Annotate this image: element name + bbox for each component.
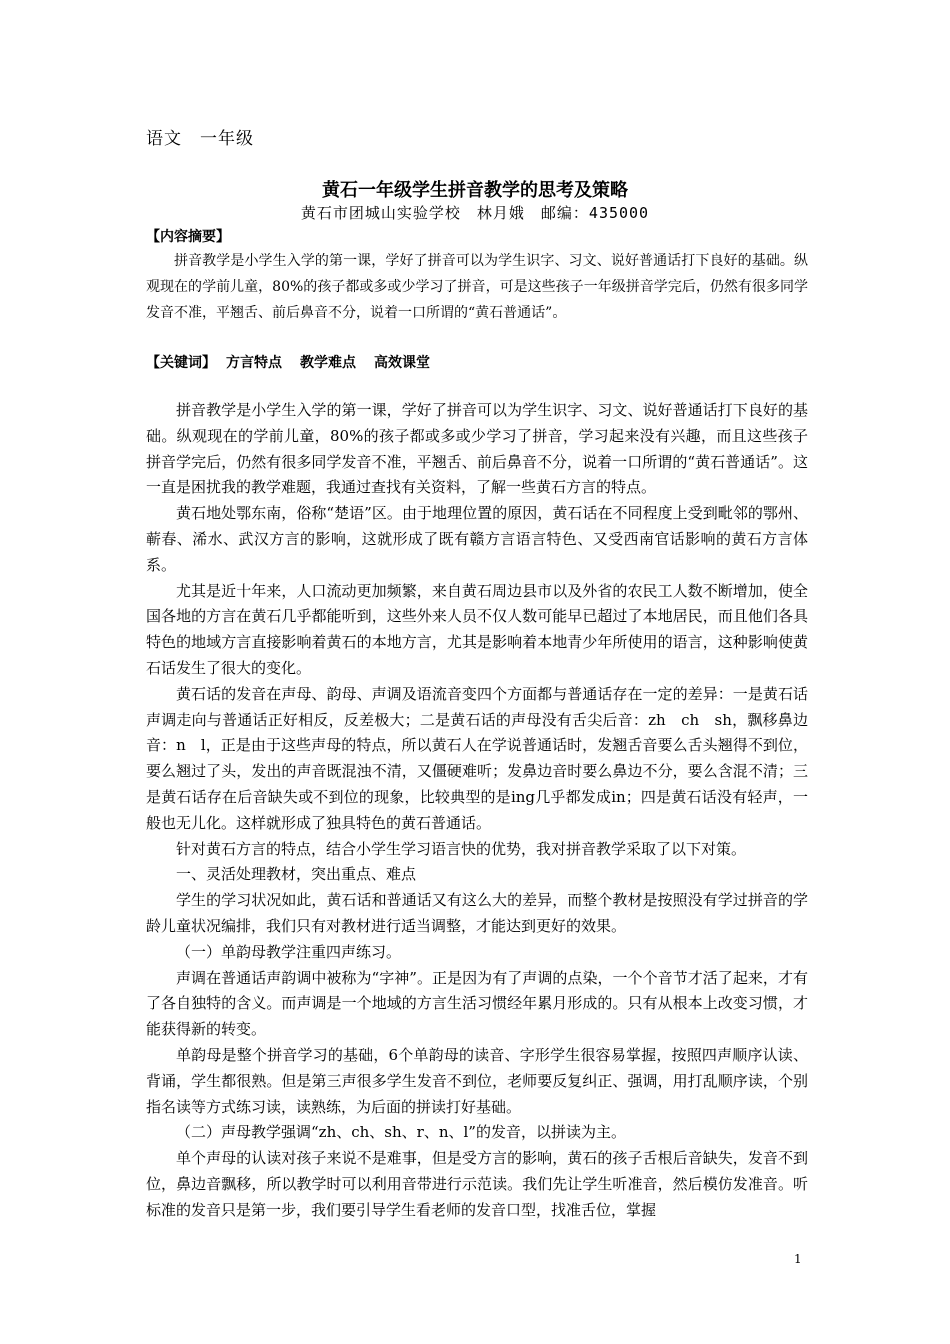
keyword-item: 方言特点 [226, 355, 282, 371]
section-heading: 一、灵活处理教材，突出重点、难点 [176, 865, 417, 884]
abstract-heading: 【内容摘要】 [146, 229, 230, 245]
body-paragraph: 单个声母的认读对孩子来说不是难事，但是受方言的影响，黄石的孩子舌根后音缺失，发音不到位，鼻边音飘移，所以教学时可以利用音带进行示范读。我们先让学生听准音，然后模仿发准音。听标准的发音只是第一步，我们要引导学生看老师的发音口型，找准舌位，掌握 [146, 1149, 808, 1219]
body-paragraph: 黄石话的发音在声母、韵母、声调及语流音变四个方面都与普通话存在一定的差异：一是黄石话声调走向与普通话正好相反，反差极大；二是黄石话的声母没有舌尖后音：zh ch sh，飘移鼻边音：n l，正是由于这些声母的特点，所以黄石人在学说普通话时，发翘舌音要么舌头翘得不到位，要么翘过了头，发出的声音既混浊不清，又僵硬难听；发鼻边音时要么鼻边不分，要么含混不清；三是黄石话存在后音缺失或不到位的现象，比较典型的是ing几乎都发成in；四是黄石话没有轻声，一般也无儿化。这样就形成了独具特色的黄石普通话。 [146, 684, 808, 832]
subject-grade-label: 语文 一年级 [146, 129, 254, 149]
keywords-heading: 【关键词】 [146, 355, 216, 371]
keyword-item: 高效课堂 [374, 355, 430, 371]
subsection-heading: （一）单韵母教学注重四声练习。 [176, 942, 402, 961]
article-body [146, 398, 808, 1224]
abstract-text: 拼音教学是小学生入学的第一课，学好了拼音可以为学生识字、习文、说好普通话打下良好的基础。纵观现在的学前儿童，80%的孩子都或多或少学习了拼音，可是这些孩子一年级拼音学完后，仍然有很多同学发音不准，平翘舌、前后鼻音不分，说着一口所谓的“黄石普通话”。 [146, 253, 808, 321]
keyword-item: 教学难点 [300, 355, 356, 371]
page-number: 1 [794, 1252, 802, 1266]
body-paragraph: 针对黄石方言的特点，结合小学生学习语言快的优势，我对拼音教学采取了以下对策。 [176, 839, 747, 858]
body-paragraph: 声调在普通话声韵调中被称为“字神”。正是因为有了声调的点染，一个个音节才活了起来，才有了各自独特的含义。而声调是一个地域的方言生活习惯经年累月形成的。只有从根本上改变习惯，才能获得新的转变。 [146, 968, 808, 1039]
body-paragraph: 尤其是近十年来，人口流动更加频繁，来自黄石周边县市以及外省的农民工人数不断增加，使全国各地的方言在黄石几乎都能听到，这些外来人员不仅人数可能早已超过了本地居民，而且他们各具特色的地域方言直接影响着黄石的本地方言，尤其是影响着本地青少年所使用的语言，这种影响使黄石话发生了很大的变化。 [146, 581, 808, 677]
body-paragraph: 学生的学习状况如此，黄石话和普通话又有这么大的差异，而整个教材是按照没有学过拼音的学龄儿童状况编排，我们只有对教材进行适当调整，才能达到更好的效果。 [146, 891, 808, 935]
keywords-line [146, 352, 430, 372]
subsection-heading: （二）声母教学强调“zh、ch、sh、r、n、l”的发音，以拼读为主。 [176, 1123, 626, 1142]
body-paragraph: 拼音教学是小学生入学的第一课，学好了拼音可以为学生识字、习文、说好普通话打下良好的基础。纵观现在的学前儿童，80%的孩子都或多或少学习了拼音，学习起来没有兴趣，而且这些孩子拼音学完后，仍然有很多同学发音不准，平翘舌、前后鼻音不分，说着一口所谓的“黄石普通话”。这一直是困扰我的教学难题，我通过查找有关资料，了解一些黄石方言的特点。 [146, 401, 808, 497]
article-title: 黄石一年级学生拼音教学的思考及策略 [322, 180, 628, 201]
body-paragraph: 黄石地处鄂东南，俗称“楚语”区。由于地理位置的原因，黄石话在不同程度上受到毗邻的鄂州、蕲春、浠水、武汉方言的影响，这就形成了既有赣方言语言特色、又受西南官话影响的黄石方言体系。 [146, 504, 808, 574]
body-paragraph: 单韵母是整个拼音学习的基础，6个单韵母的读音、字形学生很容易掌握，按照四声顺序认读、背诵，学生都很熟。但是第三声很多学生发音不到位，老师要反复纠正、强调，用打乱顺序读，个别指名读等方式练习读，读熟练，为后面的拼读打好基础。 [146, 1045, 808, 1116]
author-line: 黄石市团城山实验学校 林月娥 邮编：435000 [300, 204, 650, 222]
